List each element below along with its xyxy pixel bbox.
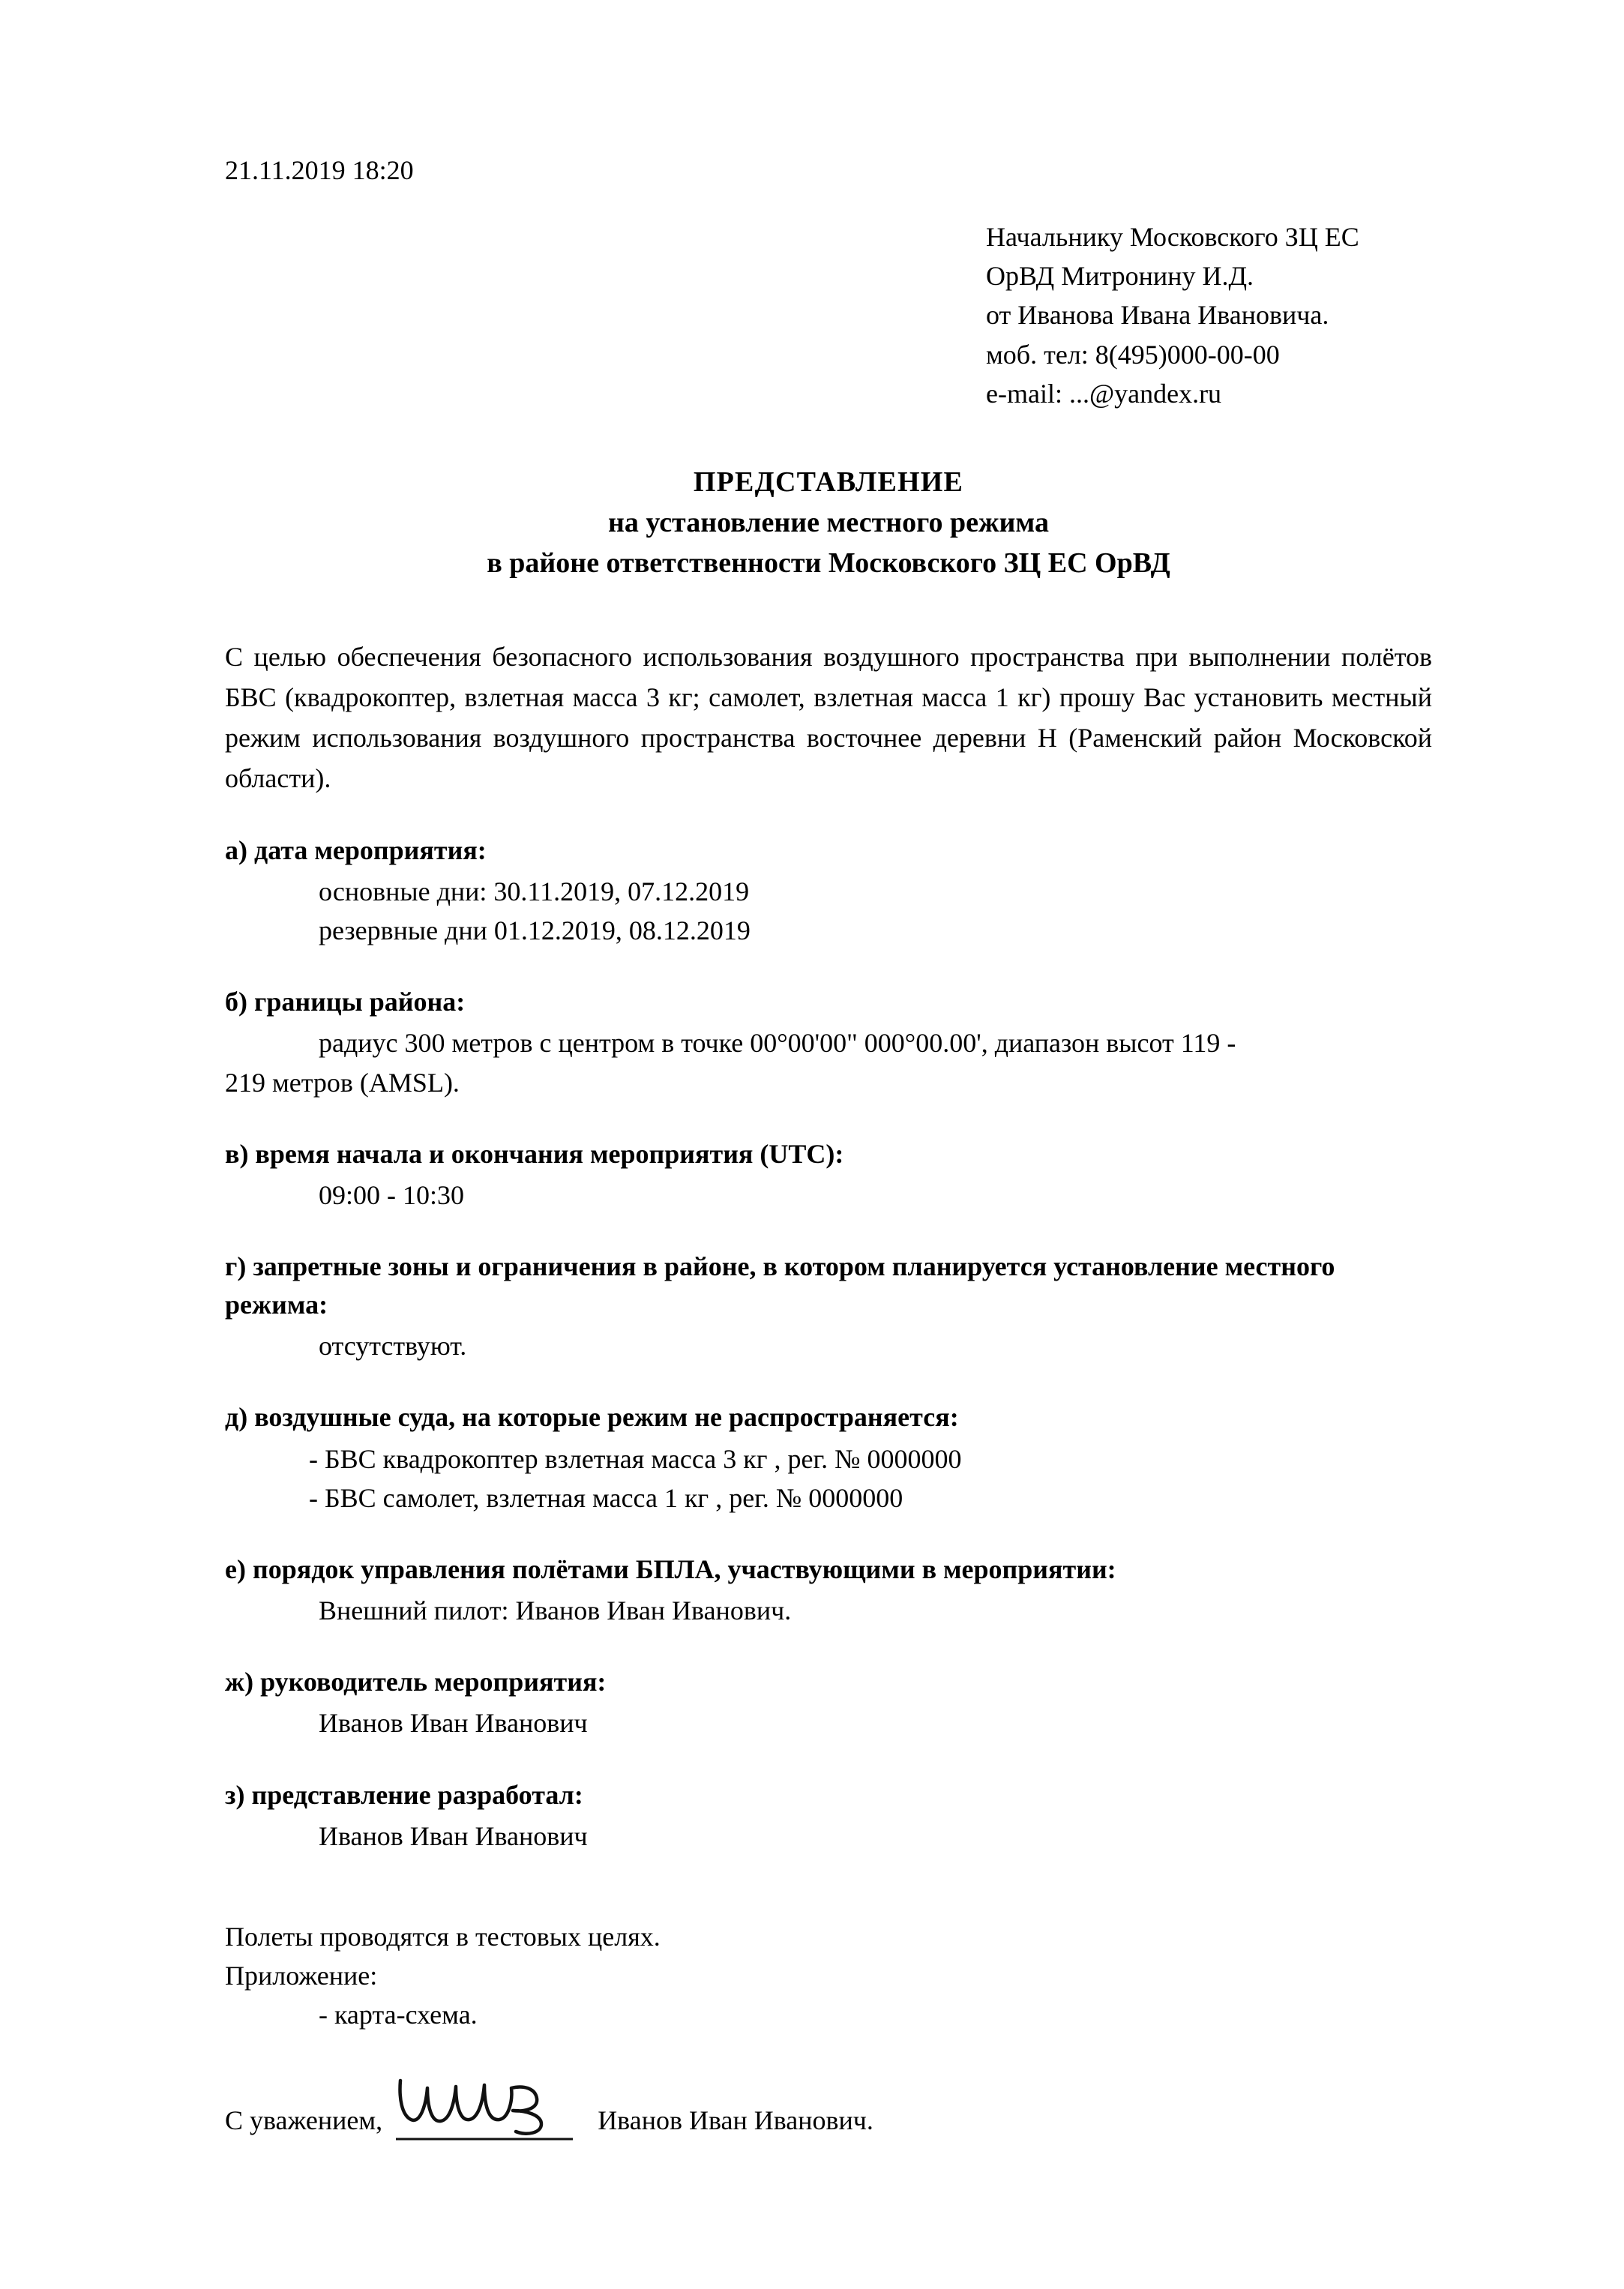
addressee-line-1: Начальнику Московского ЗЦ ЕС xyxy=(986,222,1359,252)
title-line-3: в районе ответственности Московского ЗЦ ЕС ОрВД xyxy=(487,547,1170,579)
section-z-body xyxy=(225,1817,1432,1856)
section-zh xyxy=(225,1663,1432,1742)
section-e-heading: е) порядок управления полётами БПЛА, участвующими в мероприятии: xyxy=(225,1553,1116,1584)
attachment-item: - карта-схема. xyxy=(319,2000,478,2030)
section-zh-heading: ж) руководитель мероприятия: xyxy=(225,1667,607,1697)
section-g-line-1: отсутствуют. xyxy=(319,1331,467,1362)
addressee-line-3: от Иванова Ивана Ивановича. xyxy=(986,300,1329,331)
section-a-line-1: основные дни: 30.11.2019, 07.12.2019 xyxy=(319,876,750,906)
section-z-line-1: Иванов Иван Иванович xyxy=(319,1820,588,1851)
attachments-label: Приложение: xyxy=(225,1961,378,1991)
section-v-line-1: 09:00 - 10:30 xyxy=(319,1179,464,1210)
closing-notes xyxy=(225,1917,1432,2035)
section-a-heading: а) дата мероприятия: xyxy=(225,834,487,865)
document-timestamp: 21.11.2019 18:20 xyxy=(225,155,414,185)
section-e xyxy=(225,1550,1432,1630)
section-d xyxy=(225,1398,1432,1517)
section-z-heading: з) представление разработал: xyxy=(225,1779,583,1810)
document-body xyxy=(225,154,1432,2141)
signature-name: Иванов Иван Иванович. xyxy=(598,2105,873,2136)
section-d-line-1: - БВС квадрокоптер взлетная масса 3 кг , рег. № 0000000 xyxy=(309,1443,962,1474)
section-a xyxy=(225,831,1432,950)
signature-closing: С уважением, xyxy=(225,2105,383,2136)
section-a-line-2: резервные дни 01.12.2019, 08.12.2019 xyxy=(319,915,751,946)
document-title xyxy=(225,463,1432,584)
addressee-line-2: ОрВД Митронину И.Д. xyxy=(986,261,1254,292)
section-z xyxy=(225,1776,1432,1856)
test-flights-note: Полеты проводятся в тестовых целях. xyxy=(225,1921,661,1952)
addressee-phone: моб. тел: 8(495)000-00-00 xyxy=(986,339,1280,370)
section-v-body xyxy=(225,1176,1432,1215)
section-g-heading: г) запретные зоны и ограничения в районе, в котором планируется установление местного режима: xyxy=(225,1251,1335,1320)
section-d-line-2: - БВС самолет, взлетная масса 1 кг , рег. № 0000000 xyxy=(309,1482,903,1513)
section-g-body xyxy=(225,1326,1432,1365)
section-v-heading: в) время начала и окончания мероприятия (UTC): xyxy=(225,1138,844,1169)
addressee-block xyxy=(986,217,1432,413)
section-e-body xyxy=(225,1591,1432,1630)
section-b xyxy=(225,983,1432,1101)
section-zh-line-1: Иванов Иван Иванович xyxy=(319,1708,588,1739)
signature-block xyxy=(225,2076,1432,2141)
section-b-line-1: радиус 300 метров с центром в точке 00°00'00" 000°00.00', диапазон высот 119 - xyxy=(319,1028,1236,1059)
section-e-line-1: Внешний пилот: Иванов Иван Иванович. xyxy=(319,1595,792,1626)
title-line-1: ПРЕДСТАВЛЕНИЕ xyxy=(693,466,964,498)
section-d-body xyxy=(225,1440,1432,1518)
section-b-body xyxy=(225,1023,1432,1101)
section-b-line-2: 219 метров (AMSL). xyxy=(225,1067,460,1098)
section-b-heading: б) границы района: xyxy=(225,987,466,1017)
title-line-2: на установление местного режима xyxy=(607,506,1050,538)
section-v xyxy=(225,1135,1432,1215)
section-a-body xyxy=(225,872,1432,950)
addressee-email: e-mail: ...@yandex.ru xyxy=(986,378,1222,409)
section-g xyxy=(225,1248,1432,1365)
section-d-heading: д) воздушные суда, на которые режим не распространяется: xyxy=(225,1402,959,1433)
handwritten-signature-icon xyxy=(394,2076,586,2141)
section-zh-body xyxy=(225,1703,1432,1742)
intro-paragraph: С целью обеспечения безопасного использования воздушного пространства при выполнении полётов БВС (квадрокоптер, взлетная масса 3 кг; самолет, взлетная масса 1 кг) прошу Вас установить местный режим использования воздушного пространства восточнее деревни Н (Раменский район Московской области). xyxy=(225,641,1432,793)
